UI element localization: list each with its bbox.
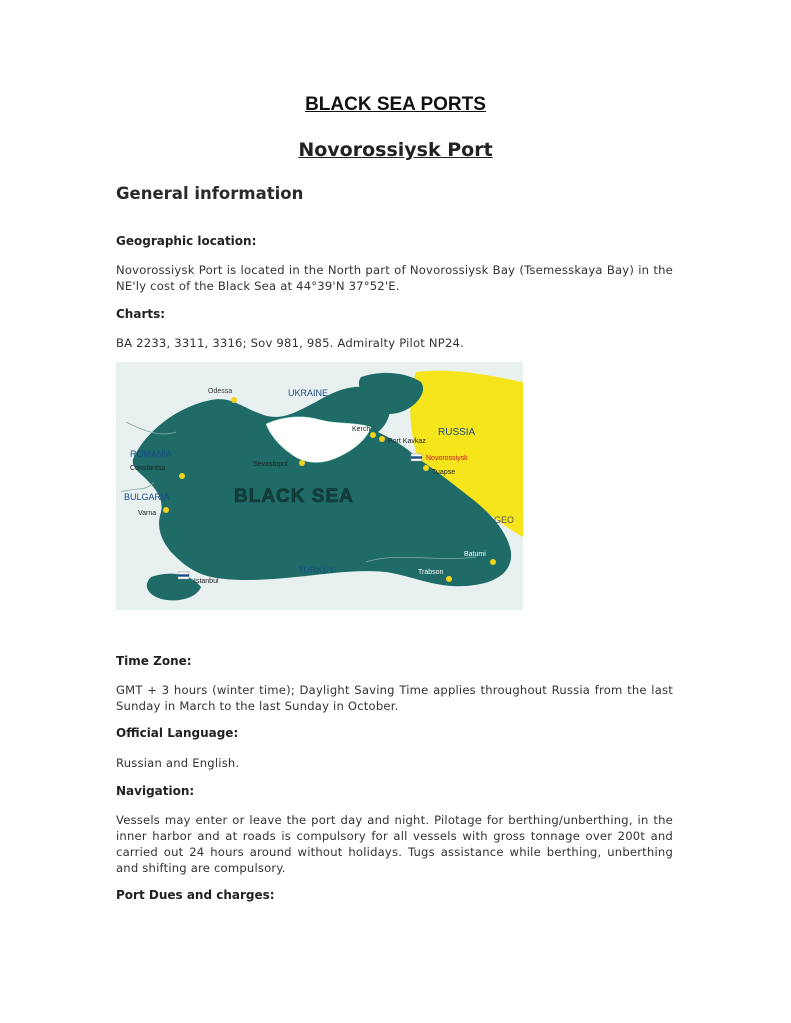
port-title: Novorossiysk Port [298, 139, 493, 161]
country-label-turkey: TURKEY [298, 565, 335, 575]
city-label-novorossiysk: Novorossiysk [426, 455, 468, 462]
city-label-batumi: Batumi [464, 551, 486, 558]
section-heading: General information [116, 184, 304, 203]
city-marker-sevastopol [299, 460, 305, 466]
city-label-tuapse: Tuapse [432, 469, 456, 476]
city-label-sevastopol: Sevastopol [253, 461, 288, 468]
city-marker-port-kavkaz [379, 436, 385, 442]
city-marker-tuapse [423, 465, 429, 471]
city-label-trabson: Trabson [418, 569, 444, 576]
navigation-text: Vessels may enter or leave the port day and night. Pilotage for berthing/unberthing, in the inner harbor and at roads is compulsory for all vessels with gross tonnage over 200t and carried out 24 hours around without holidays. Tugs assistance while berthing, unberthing and shifting are compulsory. [116, 813, 673, 875]
country-label-bulgaria: BULGARIA [124, 492, 170, 502]
city-label-odessa: Odessa [208, 388, 233, 395]
navigation-label: Navigation: [116, 784, 195, 798]
port-dues-label: Port Dues and charges: [116, 888, 275, 902]
sea-label: BLACK SEA [234, 486, 354, 507]
country-label-georgia: GEO [494, 515, 515, 525]
city-label-constantsa: Constantsa [130, 465, 166, 472]
city-label-kerch: Kerch [352, 426, 371, 433]
geographic-location-text: Novorossiysk Port is located in the North part of Novorossiysk Bay (Tsemesskaya Bay) in the NE'ly cost of the Black Sea at 44°39'N 37°52'E. [116, 263, 673, 293]
city-label-istanbul: Istanbul [194, 578, 219, 585]
time-zone-text: GMT + 3 hours (winter time); Daylight Saving Time applies throughout Russia from the last Sunday in March to the last Sunday in October. [116, 683, 673, 713]
city-marker-varna [163, 507, 169, 513]
charts-label: Charts: [116, 307, 166, 321]
flag-stripe [411, 456, 422, 458]
city-marker-trabson [446, 576, 452, 582]
city-label-port-kavkaz: Port Kavkaz [388, 438, 426, 445]
country-label-russia: RUSSIA [438, 427, 476, 438]
page-title: BLACK SEA PORTS [305, 94, 486, 115]
city-marker-constantsa [179, 473, 185, 479]
city-label-varna: Varna [138, 510, 157, 517]
geographic-location-label: Geographic location: [116, 234, 257, 248]
language-label: Official Language: [116, 726, 239, 740]
time-zone-label: Time Zone: [116, 654, 192, 668]
country-label-ukraine: UKRAINE [288, 388, 329, 398]
flag-stripe-istanbul [178, 574, 189, 576]
black-sea-map [116, 362, 523, 610]
country-label-romania: ROMANIA [130, 449, 173, 459]
charts-text: BA 2233, 3311, 3316; Sov 981, 985. Admiralty Pilot NP24. [116, 336, 465, 350]
city-marker-odessa [231, 397, 237, 403]
city-marker-batumi [490, 559, 496, 565]
city-marker-kerch [370, 432, 376, 438]
language-text: Russian and English. [116, 756, 240, 770]
